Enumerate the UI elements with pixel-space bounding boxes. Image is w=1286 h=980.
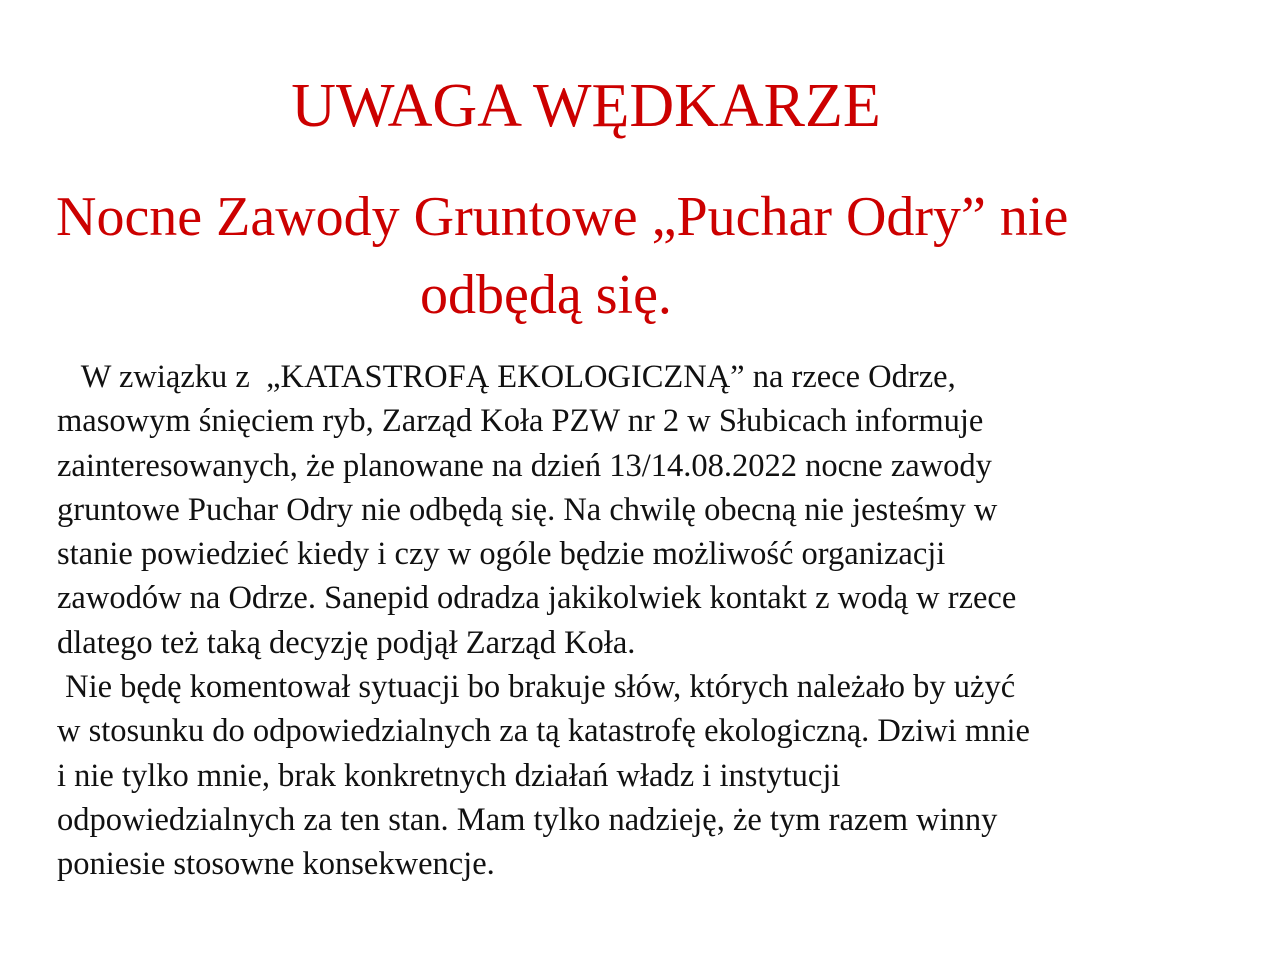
notice-title: UWAGA WĘDKARZE (291, 72, 881, 140)
body-line: zainteresowanych, że planowane na dzień 13/14.08.2022 nocne zawody (57, 447, 992, 484)
subtitle-line-2: odbędą się. (420, 264, 672, 326)
body-line: stanie powiedzieć kiedy i czy w ogóle będzie możliwość organizacji (57, 536, 946, 573)
body-line: w stosunku do odpowiedzialnych za tą katastrofę ekologiczną. Dziwi mnie (57, 713, 1030, 750)
body-line: W związku z „KATASTROFĄ EKOLOGICZNĄ” na rzece Odrze, (57, 359, 956, 395)
body-line: gruntowe Puchar Odry nie odbędą się. Na chwilę obecną nie jesteśmy w (57, 491, 998, 528)
body-line: odpowiedzialnych za ten stan. Mam tylko nadzieję, że tym razem winny (57, 801, 998, 838)
notice-subtitle (56, 178, 1236, 334)
body-line: dlatego też taką decyzję podjął Zarząd Koła. (57, 624, 636, 661)
subtitle-line-1: Nocne Zawody Gruntowe „Puchar Odry” nie (56, 186, 1069, 248)
body-line: zawodów na Odrze. Sanepid odradza jakikolwiek kontakt z wodą w rzece (57, 580, 1017, 617)
body-line: i nie tylko mnie, brak konkretnych działań władz i instytucji (57, 757, 841, 794)
body-line: Nie będę komentował sytuacji bo brakuje słów, których należało by użyć (57, 669, 1016, 706)
notice-body (57, 355, 1257, 887)
body-line: poniesie stosowne konsekwencje. (57, 846, 495, 883)
body-line: masowym śnięciem ryb, Zarząd Koła PZW nr 2 w Słubicach informuje (57, 403, 984, 440)
